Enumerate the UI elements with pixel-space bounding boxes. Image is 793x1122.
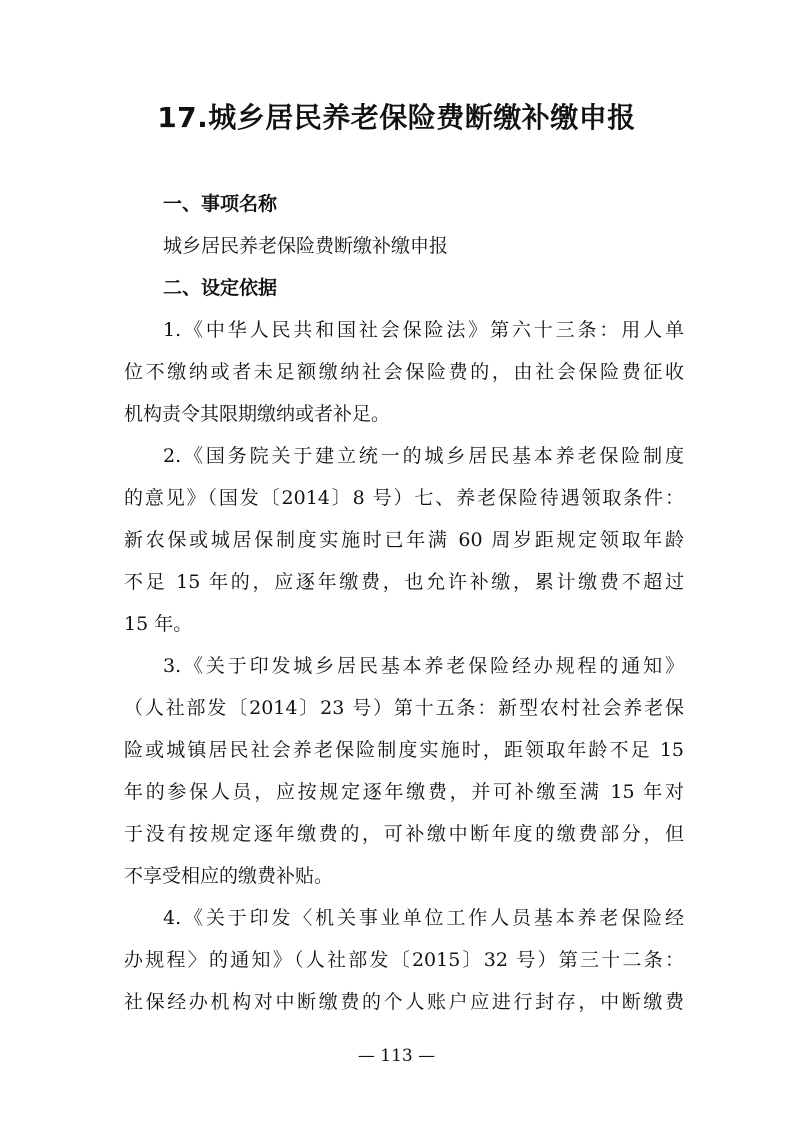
paragraph-line: 于没有按规定逐年缴费的，可补缴中断年度的缴费部分，但 xyxy=(124,823,684,845)
paragraph-line: 2.《国务院关于建立统一的城乡居民基本养老保险制度 xyxy=(163,445,684,467)
paragraph-line: 不足 15 年的，应逐年缴费，也允许补缴，累计缴费不超过 xyxy=(124,571,684,593)
section-heading-legal-basis: 二、设定依据 xyxy=(163,277,278,299)
paragraph-line: 15 年。 xyxy=(124,613,193,635)
paragraph-line: 不享受相应的缴费补贴。 xyxy=(124,865,334,887)
section-heading-item-name: 一、事项名称 xyxy=(163,193,278,215)
paragraph-line: 年的参保人员，应按规定逐年缴费，并可补缴至满 15 年对 xyxy=(124,781,684,803)
paragraph-line: 位不缴纳或者未足额缴纳社会保险费的，由社会保险费征收 xyxy=(124,361,684,383)
paragraph-line: 3.《关于印发城乡居民基本养老保险经办规程的通知》 xyxy=(163,655,684,677)
page-number: — 113 — xyxy=(357,1046,436,1066)
paragraph-line: 办规程〉的通知》（人社部发〔2015〕32 号）第三十二条： xyxy=(124,949,684,971)
paragraph-line: 1.《中华人民共和国社会保险法》第六十三条：用人单 xyxy=(163,319,684,341)
paragraph-line: 的意见》（国发〔2014〕8 号）七、养老保险待遇领取条件： xyxy=(124,487,684,509)
paragraph-line: 社保经办机构对中断缴费的个人账户应进行封存，中断缴费 xyxy=(124,991,684,1013)
paragraph-line: （人社部发〔2014〕23 号）第十五条：新型农村社会养老保 xyxy=(124,697,684,719)
paragraph-line: 机构责令其限期缴纳或者补足。 xyxy=(124,403,391,425)
paragraph-line: 新农保或城居保制度实施时已年满 60 周岁距规定领取年龄 xyxy=(124,529,684,551)
item-name-text: 城乡居民养老保险费断缴补缴申报 xyxy=(163,235,449,257)
paragraph-line: 险或城镇居民社会养老保险制度实施时，距领取年龄不足 15 xyxy=(124,739,684,761)
paragraph-line: 4.《关于印发〈机关事业单位工作人员基本养老保险经 xyxy=(163,907,684,929)
document-title: 17.城乡居民养老保险费断缴补缴申报 xyxy=(157,101,636,134)
